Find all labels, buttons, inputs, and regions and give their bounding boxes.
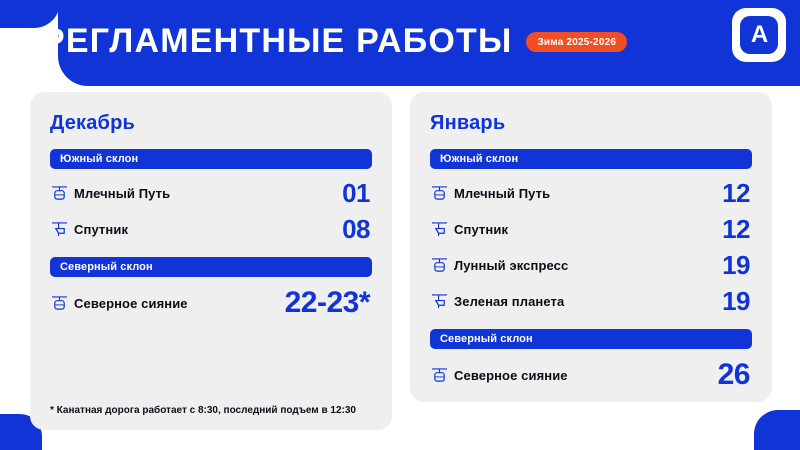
list-item [430, 355, 752, 395]
lift-label-group [52, 221, 128, 238]
lift-name: Млечный Путь [454, 185, 551, 201]
gondola-icon [52, 295, 67, 312]
slope-header: Северный склон [50, 257, 372, 277]
slope-header: Северный склон [430, 329, 752, 349]
chairlift-icon [52, 221, 67, 238]
maintenance-date: 22-23* [284, 286, 370, 319]
maintenance-date: 19 [722, 286, 750, 316]
list-item [50, 283, 372, 323]
lift-name: Спутник [74, 221, 129, 237]
list-item [430, 175, 752, 211]
maintenance-date: 26 [717, 358, 750, 391]
chairlift-icon [432, 293, 447, 310]
lift-name: Северное сияние [74, 295, 188, 311]
lift-label-group [52, 185, 170, 202]
slope-header: Южный склон [430, 149, 752, 169]
maintenance-date: 01 [342, 178, 370, 208]
gondola-icon [432, 185, 447, 202]
list-item [50, 175, 372, 211]
lift-label-group [432, 367, 568, 384]
lift-label-group [432, 185, 550, 202]
list-item [50, 211, 372, 247]
chairlift-icon [432, 221, 447, 238]
month-columns [30, 92, 772, 430]
month-title: Январь [430, 112, 506, 134]
list-item [430, 283, 752, 319]
maintenance-date: 12 [722, 214, 750, 244]
logo-container [732, 8, 786, 62]
season-badge: Зима 2025-2026 [526, 32, 627, 52]
lift-name: Северное сияние [454, 367, 568, 383]
gondola-icon [432, 367, 447, 384]
lift-label-group [52, 295, 188, 312]
lift-label-group [432, 221, 508, 238]
maintenance-date: 19 [722, 250, 750, 280]
resort-logo-icon: A [740, 16, 778, 54]
month-card-january [410, 92, 772, 402]
maintenance-date: 08 [342, 214, 370, 244]
footnote: * Канатная дорога работает с 8:30, последний подъем в 12:30 [50, 405, 356, 416]
slope-header: Южный склон [50, 149, 372, 169]
lift-label-group [432, 293, 564, 310]
lift-name: Млечный Путь [74, 185, 171, 201]
lift-name: Спутник [454, 221, 509, 237]
lift-name: Зеленая планета [454, 293, 565, 309]
gondola-icon [432, 257, 447, 274]
list-item [430, 247, 752, 283]
lift-name: Лунный экспресс [454, 257, 569, 273]
month-card-december [30, 92, 392, 430]
month-title: Декабрь [50, 112, 136, 134]
title-row [42, 22, 627, 61]
page-title: РЕГЛАМЕНТНЫЕ РАБОТЫ [42, 22, 513, 60]
lift-label-group [432, 257, 568, 274]
maintenance-date: 12 [722, 178, 750, 208]
list-item [430, 211, 752, 247]
gondola-icon [52, 185, 67, 202]
